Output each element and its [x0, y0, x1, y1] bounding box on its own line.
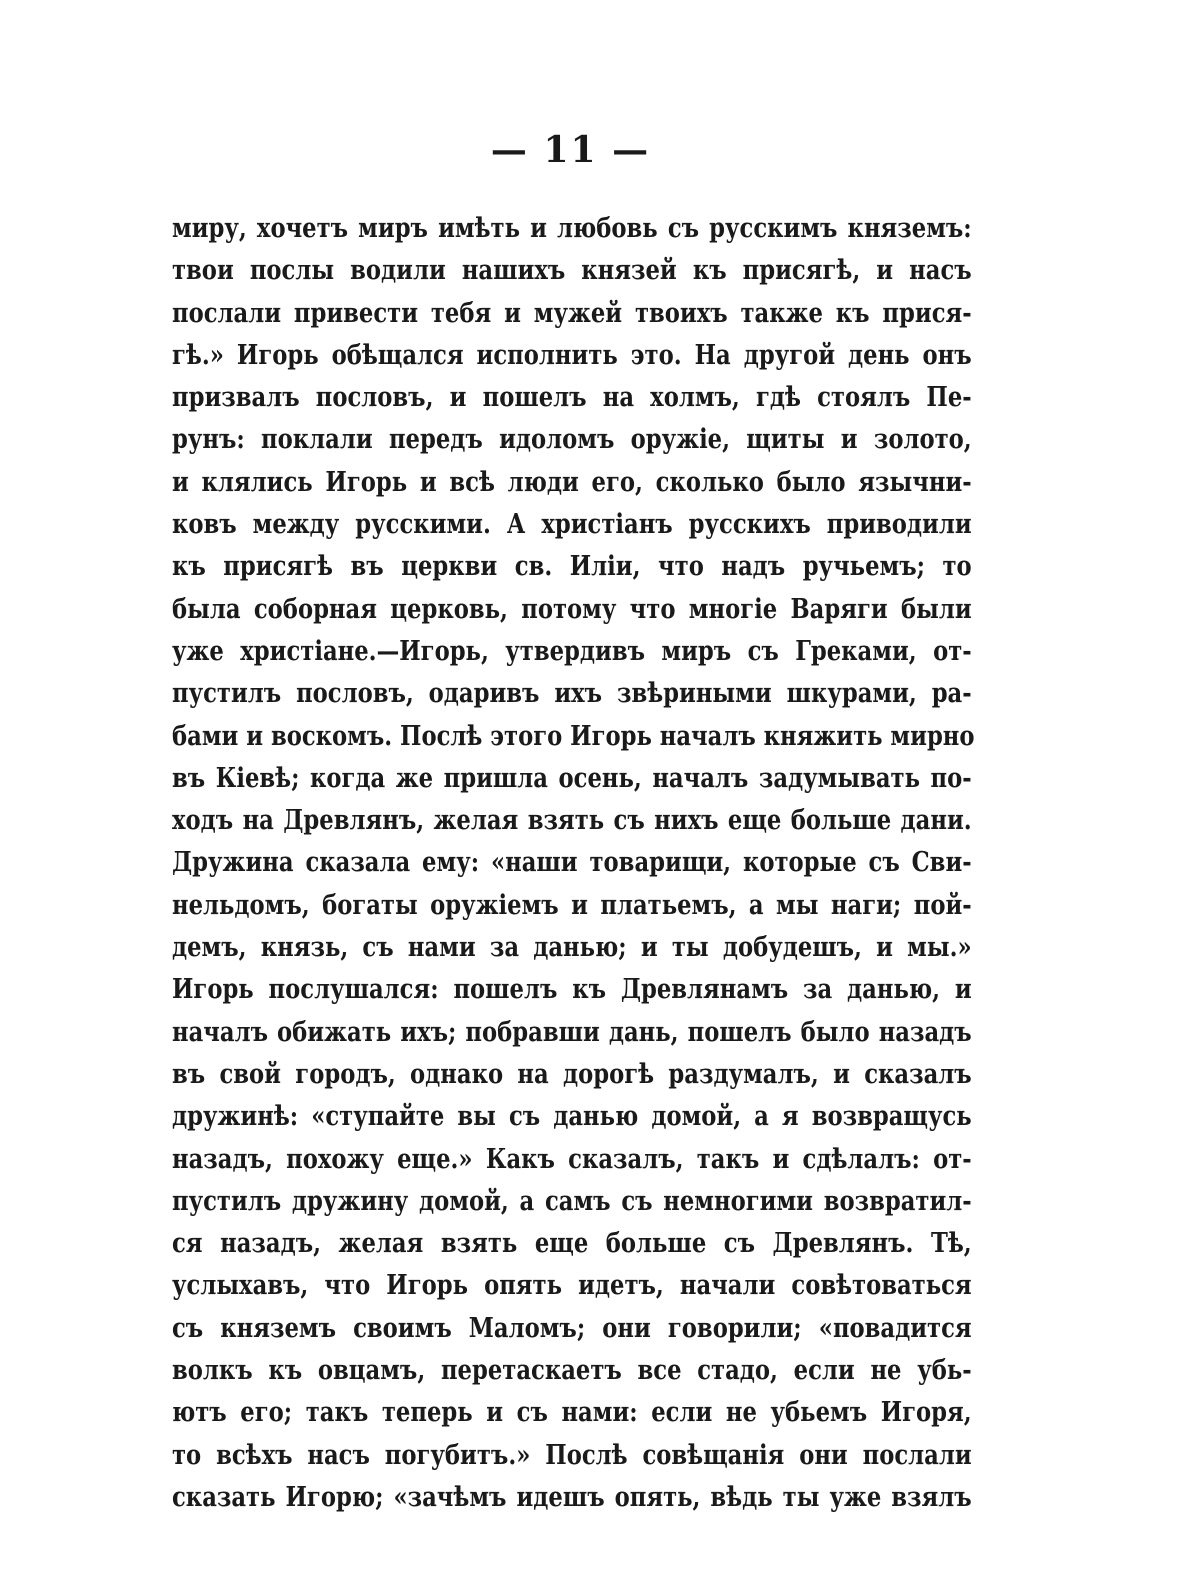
- text-line: рунъ: поклали передъ идоломъ оружіе, щиты и золото,: [172, 424, 972, 456]
- text-line: пустилъ пословъ, одаривъ ихъ звѣриными шкурами, ра-: [172, 678, 972, 710]
- text-line: назадъ, похожу еще.» Какъ сказалъ, такъ и сдѣлалъ: от-: [172, 1143, 972, 1175]
- text-line: съ княземъ своимъ Маломъ; они говорили; «повадится: [172, 1312, 972, 1344]
- page-number: — 11 —: [490, 129, 651, 171]
- text-line: призвалъ пословъ, и пошелъ на холмъ, гдѣ стоялъ Пе-: [172, 382, 972, 414]
- text-line: волкъ къ овцамъ, перетаскаетъ все стадо, если не убь-: [172, 1355, 972, 1387]
- text-line: уже христіане.—Игорь, утвердивъ миръ съ Греками, от-: [172, 635, 972, 667]
- text-line: была соборная церковь, потому что многіе Варяги были: [172, 593, 972, 625]
- text-line: въ свой городъ, однако на дорогѣ раздумалъ, и сказалъ: [172, 1058, 972, 1090]
- text-line: ходъ на Древлянъ, желая взять съ нихъ еще больше дани.: [172, 805, 972, 837]
- text-line: ся назадъ, желая взять еще больше съ Древлянъ. Тѣ,: [172, 1228, 972, 1260]
- text-line: демъ, князь, съ нами за данью; и ты добудешъ, и мы.»: [172, 932, 972, 964]
- text-line: Игорь послушался: пошелъ къ Древлянамъ за данью, и: [172, 974, 972, 1006]
- text-line: ютъ его; такъ теперь и съ нами: если не убьемъ Игоря,: [172, 1397, 972, 1429]
- body-text: [172, 208, 975, 1519]
- text-line: нельдомъ, богаты оружіемъ и платьемъ, а мы наги; пой-: [172, 889, 972, 921]
- text-line: Дружина сказала ему: «наши товарищи, которые съ Сви-: [172, 847, 972, 879]
- text-line: пустилъ дружину домой, а самъ съ немногими возвратил-: [172, 1185, 972, 1217]
- text-line: гѣ.» Игорь обѣщался исполнить это. На другой день онъ: [172, 339, 972, 371]
- text-line: дружинѣ: «ступайте вы съ данью домой, а я возвращусь: [172, 1101, 972, 1133]
- text-line: сказать Игорю; «зачѣмъ идешъ опять, вѣдь ты уже взялъ: [172, 1481, 972, 1513]
- text-line: бами и воскомъ. Послѣ этого Игорь началъ княжить мирно: [172, 720, 975, 752]
- text-line: ковъ между русскими. А христіанъ русскихъ приводили: [172, 509, 972, 541]
- text-line: и клялись Игорь и всѣ люди его, сколько было язычни-: [172, 466, 972, 498]
- text-line: то всѣхъ насъ погубитъ.» Послѣ совѣщанія они послали: [172, 1439, 972, 1471]
- text-line: миру, хочетъ миръ имѣть и любовь съ русскимъ княземъ:: [172, 213, 972, 244]
- text-line: услыхавъ, что Игорь опять идетъ, начали совѣтоваться: [172, 1270, 972, 1302]
- text-line: послали привести тебя и мужей твоихъ также къ прися-: [172, 297, 972, 329]
- text-line: твои послы водили нашихъ князей къ присягѣ, и насъ: [172, 255, 972, 287]
- text-line: въ Кіевѣ; когда же пришла осень, началъ задумывать по-: [172, 762, 972, 794]
- text-line: къ присягѣ въ церкви св. Иліи, что надъ ручьемъ; то: [172, 551, 972, 583]
- text-line: началъ обижать ихъ; побравши дань, пошелъ было назадъ: [172, 1016, 972, 1048]
